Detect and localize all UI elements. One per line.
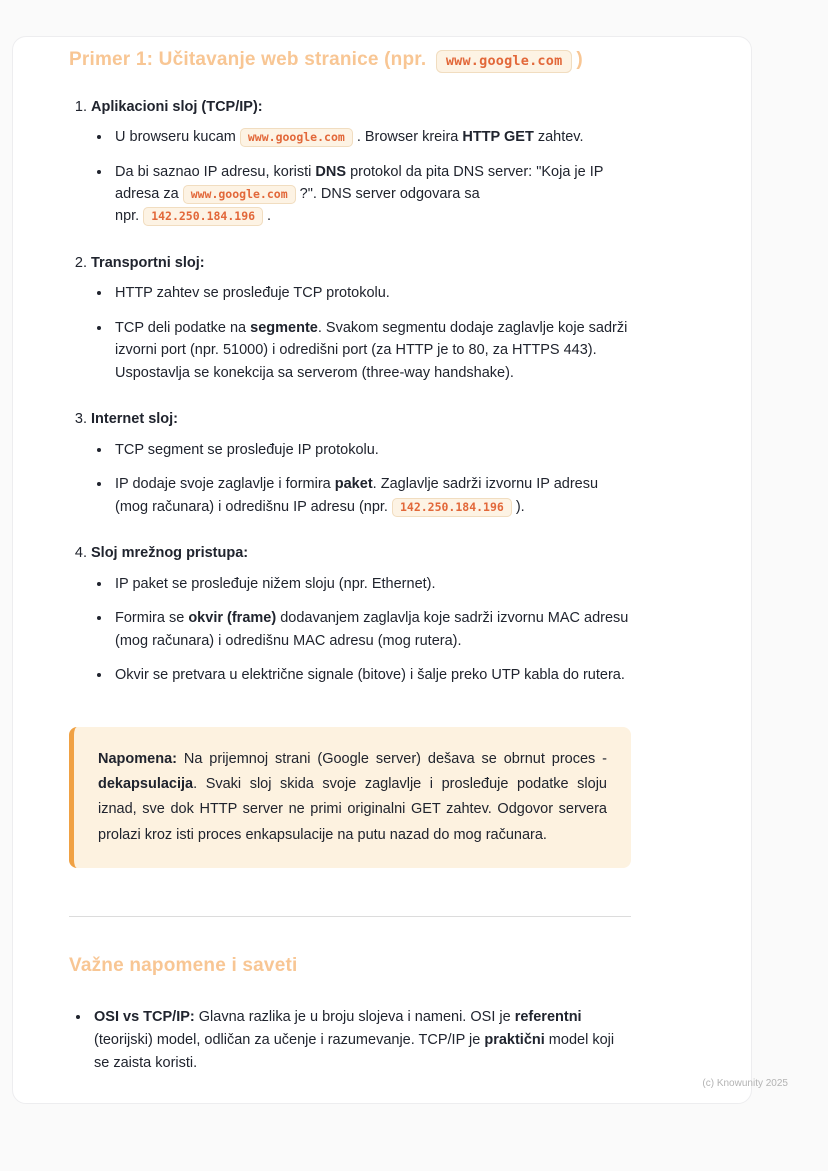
tips-list xyxy=(69,1006,631,1076)
bullet-item: • Formira se okvir (frame) dodavanjem zaglavlja koje sadrži izvornu MAC adresu (mog računara) i odredišnu MAC adresu (mog rutera). xyxy=(112,607,631,652)
bullet-item: • IP dodaje svoje zaglavlje i formira paket. Zaglavlje sadrži izvornu IP adresu (mog računara) i odredišnu IP adresu (npr. 142.250.184.196 ). xyxy=(112,473,631,518)
inline-code: www.google.com xyxy=(240,128,353,147)
inline-code-url: www.google.com xyxy=(436,50,573,73)
bullet-list xyxy=(91,439,631,518)
bullet-item: • HTTP zahtev se prosleđuje TCP protokolu. xyxy=(112,282,631,304)
bullet-item: • TCP deli podatke na segmente. Svakom segmentu dodaje zaglavlje koje sadrži izvorni port (npr. 51000) i odredišni port (za HTTP je to 80, za HTTPS 443). Uspostavlja se konekcija sa serverom (three-way handshake). xyxy=(112,317,631,384)
bullet-list xyxy=(91,573,631,687)
bullet-list xyxy=(91,126,631,228)
bullet-item: • OSI vs TCP/IP: Glavna razlika je u broju slojeva i nameni. OSI je referentni (teorijski) model, odličan za učenje i razumevanje. TCP/IP je praktični model koji se zaista koristi. xyxy=(91,1006,631,1076)
callout-text: Napomena: Na prijemnoj strani (Google server) dešava se obrnut proces - dekapsulacija. Svaki sloj skida svoje zaglavlje i prosleđuje podatke sloju iznad, sve dok HTTP server ne primi originalni GET zahtev. Odgovor servera prolazi kroz isti proces enkapsulacije na putu nazad do mog računara. xyxy=(98,750,607,843)
list-item xyxy=(91,252,631,384)
bullet-list xyxy=(91,282,631,384)
bullet-item: • TCP segment se prosleđuje IP protokolu. xyxy=(112,439,631,461)
section-heading-primer xyxy=(69,47,631,74)
list-item xyxy=(91,96,631,228)
list-item xyxy=(91,542,631,686)
inline-code: 142.250.184.196 xyxy=(392,498,512,517)
copyright-footer: (c) Knowunity 2025 xyxy=(702,1078,788,1089)
heading-text-suffix: ) xyxy=(576,49,583,70)
bullet-item: • U browseru kucam www.google.com . Browser kreira HTTP GET zahtev. xyxy=(112,126,631,148)
bullet-item: • IP paket se prosleđuje nižem sloju (npr. Ethernet). xyxy=(112,573,631,595)
content-card xyxy=(12,36,752,1104)
divider xyxy=(69,916,631,917)
bullet-item: • Okvir se pretvara u električne signale (bitove) i šalje preko UTP kabla do rutera. xyxy=(112,664,631,686)
step-title: 1. Aplikacioni sloj (TCP/IP): xyxy=(91,98,263,115)
bullet-item: • Da bi saznao IP adresu, koristi DNS protokol da pita DNS server: "Koja je IP adresa za www.google.com ?". DNS server odgovara sa npr. 142.250.184.196 . xyxy=(112,161,631,228)
steps-list xyxy=(69,96,631,687)
note-callout xyxy=(69,727,631,869)
step-title: 4. Sloj mrežnog pristupa: xyxy=(91,545,249,562)
list-item xyxy=(91,408,631,518)
section-heading-tips: Važne napomene i saveti xyxy=(69,955,298,976)
inline-code: www.google.com xyxy=(183,185,296,204)
heading-text-prefix: Primer 1: Učitavanje web stranice (npr. xyxy=(69,49,432,70)
inline-code: 142.250.184.196 xyxy=(143,207,263,226)
step-title: 3. Internet sloj: xyxy=(91,411,179,428)
step-title: 2. Transportni sloj: xyxy=(91,254,205,271)
